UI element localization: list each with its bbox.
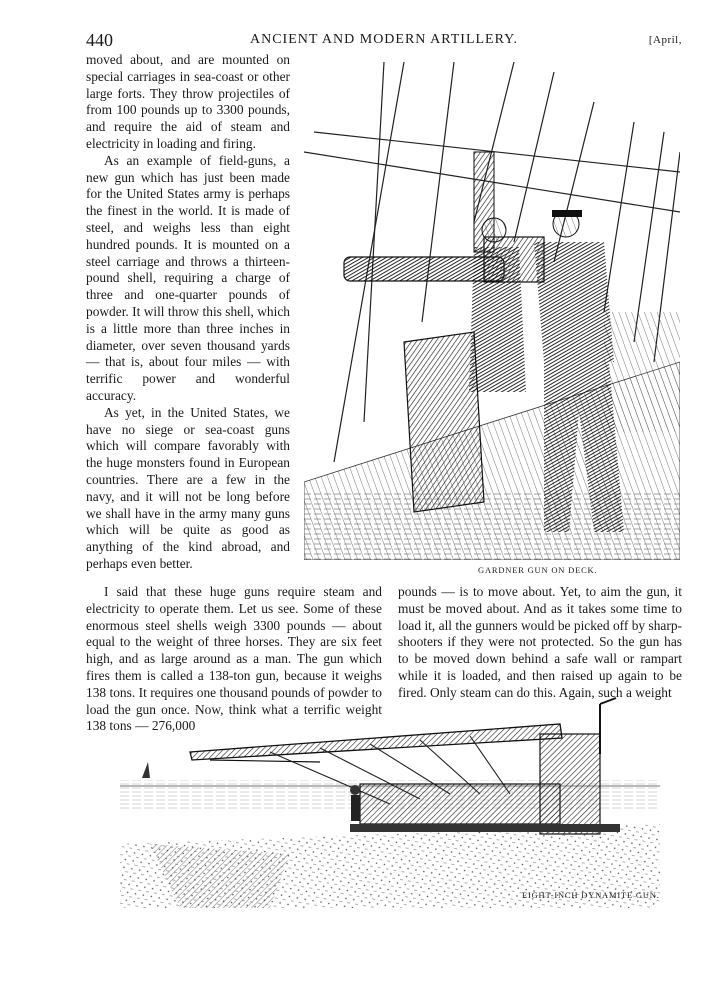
page-header [86,30,682,52]
gardner-gun-illustration [304,62,680,560]
left-text-column [86,52,290,573]
paragraph: moved about, and are mounted on special carriages in sea-coast or other large forts. They throw projectiles of from 100 pounds up to 3300 pounds, and require the aid of steam and electricity in loading and firing. [86,52,290,151]
dynamite-gun-illustration [120,694,660,908]
figure-caption-gardner-gun: GARDNER GUN ON DECK. [478,565,598,575]
paragraph: I said that these huge guns require steam and electricity to operate them. Let us see. Some of these enormous steel shells weigh 3300 pounds — about equal to the weight of three horses. They are six feet high, and as large around as a man. The gun which fires them is called a 138-ton gun, because it weighs 138 tons. It requires one thousand pounds of powder to load the gun once. Now, think what a terrific weight 138 tons — 276,000 [86,584,382,734]
paragraph: pounds — is to move about. Yet, to aim the gun, it must be moved about. And as it takes some time to load it, all the gunners would be picked off by sharp-shooters if they were not protected. So the gun has to be moved down behind a safe wall or rampart while it is loaded, and then raised up again to be fired. Only steam can do this. Again, such a weight [398,584,682,700]
paragraph: As an example of field-guns, a new gun which has just been made for the United States army is perhaps the finest in the world. It is made of steel, and weighs less than eight hundred pounds. It is mounted on a steel carriage and throws a thirteen-pound shell, requiring a charge of three and one-quarter pounds of powder. It will throw this shell, which is a little more than three inches in diameter, over seven thousand yards — that is, about four miles — with terrific power and wonderful accuracy. [86,152,290,403]
figure-caption-dynamite-gun: EIGHT-INCH DYNAMITE GUN. [522,890,660,900]
running-title: ANCIENT AND MODERN ARTILLERY. [250,32,518,47]
dynamite-gun-engraving [120,694,660,908]
page-number: 440 [86,30,113,50]
lower-right-text-column [398,584,682,702]
gardner-gun-engraving [304,62,680,560]
issue-label: [April, [648,34,682,46]
paragraph: As yet, in the United States, we have no siege or sea-coast guns which will compare favorably with the huge monsters found in European countries. There are a few in the navy, and it will not be long before we shall have in the army many guns which will be quite as good as anything of the kind abroad, and perhaps even better. [86,404,290,571]
